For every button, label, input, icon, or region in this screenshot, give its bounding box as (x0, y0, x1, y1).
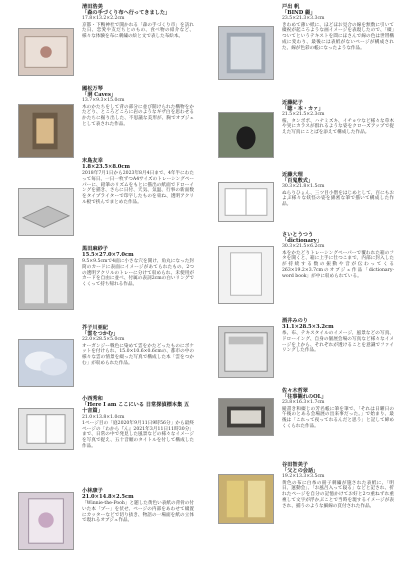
artwork-thumbnail (18, 258, 74, 310)
artist-name: 佐々木哲翠 (282, 388, 308, 394)
artwork-description: 1ページ目の「庭2020年9月11日9時56分」から最終ページの「わから『ん』2021年3月11日11時30分」まで、日常の中で発見した風景などの様々なイメージを写真で捉え、五十音順のタイトルを付して構成した作品。 (82, 420, 194, 449)
artwork-thumbnail (18, 28, 74, 76)
artwork-title: 「Here I am ここにいる 日常探偵標本集 五十音篇」 (82, 402, 190, 415)
artist-name: 芥子川亜紀 (82, 325, 108, 331)
artwork-description: 糸、布、テキスタイルのイメージ、風景などの写真、ドローイング、自身の個展会場の写真など様々なイメージを上から、それぞれが透けることを意識でファイリングした作品。 (282, 330, 394, 354)
artwork-thumbnail (218, 474, 274, 524)
artwork-size: 19.2×13.3×3.5cm (282, 474, 325, 480)
artwork-thumbnail (218, 326, 274, 378)
artwork-thumbnail (18, 408, 74, 450)
artist-name: 末島友幸 (82, 158, 103, 164)
artwork-size: 30.3×21.8×1.5cm (282, 184, 325, 190)
artwork-thumbnail (218, 398, 274, 436)
artwork-description: 黄色の布に白糸の冊子刺繍が施された表紙に、「明日、運動会」、「お風呂入って寝る」などと記され、折れたページを自分の記憶かけてお好と2つ重ねずれ重複して文字が浮かぶことで当時を現するイメージが表され、捕うのような細線の頁付された作品。 (282, 480, 394, 509)
artwork-title: 「dictionary」 (282, 238, 322, 245)
artwork-size: 30.3×21.5×6.2cm (282, 244, 325, 250)
artist-name: 近藤紀子 (282, 100, 303, 106)
artwork-description: ぬらりひょん、三ツ目小僧をはじめとして、百にもおよぶ様々な妖怪の姿を綿密な筆で描いて構成した作品。 (282, 190, 394, 208)
artwork-thumbnail (18, 188, 74, 236)
artwork-description: 木のかたちをして背の部分に並び開けられた構物をかたどり、ところどころに岩のようなギザ白を思わせるかたちに掘り出した、不思議な美形が、胸でオブジェとして表された作品。 (82, 104, 194, 127)
artist-name: 黒田麻紗子 (82, 246, 108, 252)
artwork-description: 2018年7月1日から2023年8月4日まで、4年半にわたって毎日、一日一枚ずつA4サイズのトレーシングペーパーに、鉛筆のリズムをもとに描出の紙面でドローイングを描き、さらに日付、天気、気温、行事の新面数をタイプライターで印字したものを束ね、透明アクリル板で挟んでまとめた作品。 (82, 170, 194, 205)
artwork-title: 「森の手づくり布へ行ってきました」 (82, 10, 171, 17)
artwork-description: 「Winnie-the-Pooh」と題した黄色い表紙の背骨の付いた本「プー」を伏せ、ページの内部をあわせて綴置にカッターなどで切り抜き、物語の一場面を紙の立体で現れるオブジェ作品。 (82, 500, 194, 524)
artist-name: さいとうつう (282, 232, 314, 238)
artwork-description: オーガンジー戦色に染めて雲をかたどったものにポケットを付けられ、15.0×10.6×0.6cmの、都市の中の様々な雲の情景を綴った写真で構成した本「雲をつかむ」が収められた作品。 (82, 343, 194, 366)
artwork-thumbnail (218, 246, 274, 304)
artwork-thumbnail (18, 104, 74, 158)
artist-name: 谷田智美子 (282, 462, 308, 468)
artwork-size: 21.0×13.8×1.0cm (82, 414, 125, 420)
artwork-thumbnail (18, 339, 74, 387)
right-column (200, 0, 400, 566)
artist-name: 國松万琴 (82, 86, 103, 92)
artwork-title: 1.8×23.5×8.0cm (82, 164, 131, 171)
artwork-size: 23.8×16.3×1.7cm (282, 400, 325, 406)
artwork-title: 「父との会話」 (282, 468, 319, 475)
artist-name: 小林康子 (82, 488, 103, 494)
artwork-size: 21.5×21.5×2.3cm (282, 112, 325, 118)
artwork-size: 17.8×13.2×2.2cm (82, 16, 125, 22)
artwork-title: 「BIND 綴」 (282, 10, 316, 17)
artwork-title: 15.5×27.0×7.0cm (82, 252, 134, 259)
artwork-thumbnail (218, 182, 274, 222)
artwork-title: 「百鬼敷式」 (282, 178, 314, 185)
artist-name: 戸出 帆 (282, 4, 300, 10)
artwork-title: 21.0×14.8×2.5cm (82, 494, 134, 501)
artwork-title: 「往事観れのOL」 (282, 394, 327, 401)
artwork-description: 京都・下鴨神社で開かれる「森の手づくり市」を訪れた日、恋愛や友だちとのもの、食べ物の紹介など、様々な体験を布に刺繍の絵と文で表した布絵本。 (82, 22, 194, 40)
artwork-size: 23.5×21.3×3.3cm (282, 16, 325, 22)
artwork-description: 9.5×9.5cmで4面に小さな穴を開け、角丸になった封筒のカードに表面にイメージがあてられたもの、2つの透明アクリルのトレーに分けて収められ、未使用がカードを自由に並べ、付属の表詞2cmの白いリングでくくって持ち帰れる作品。 (82, 258, 194, 288)
artwork-description: 本をかたどりトレーシングペーパーで覆われた箱のフタを開くと、箱に上手に仕つこまで、内部に封入したが持続する数の振動や音が伝わってくる263×19.2×3.7cmのオブジェ作品「dictionary-word book」が中に収められている。 (282, 250, 394, 279)
artwork-title: 「洞 Caves」 (82, 92, 117, 99)
artist-name: 近藤大理 (282, 172, 303, 178)
artwork-description: 縦書き和綴じの芳名帳に筆を筆で、「それは日曜日の午後のとある会場展の出来事だった。」で始まり、最後は「これって夜ってれるんだと思う」と記して締めくくられた作品。 (282, 406, 394, 429)
artist-name: 清田浩美 (82, 4, 103, 10)
artwork-title: 31.1×28.5×3.2cm (282, 324, 334, 331)
artwork-thumbnail (18, 492, 74, 550)
artwork-size: 13.7×9.3×15.0cm (82, 98, 125, 104)
artist-name: 小西秀和 (82, 396, 103, 402)
artwork-description: きわめて薄い紙に、ほどほお見合の線を無数に引いて綴祝が起ころような画イメージを表現したので、「綴」ついてというテキストを間にほさんで線の色は世帯構成に変わり、最後には表紙がないページが構成された、線が色彩の帳になったような作品。 (282, 22, 394, 51)
artwork-size: 22.0×28.5×5.0cm (82, 337, 125, 343)
artwork-title: 「雲をつかむ」 (82, 331, 119, 338)
artwork-thumbnail (218, 112, 274, 158)
artwork-description: 桜、タンポポ、ハナミズキ、イチョウなど様々な草木や実にカラスが群れるような姿をクローズアップで捉えた写真にことばを添えて構成した作品。 (282, 118, 394, 136)
artist-name: 酒井みのり (282, 318, 308, 324)
artwork-thumbnail (218, 26, 274, 80)
artwork-title: 「聴・本・カァ」 (282, 106, 324, 113)
